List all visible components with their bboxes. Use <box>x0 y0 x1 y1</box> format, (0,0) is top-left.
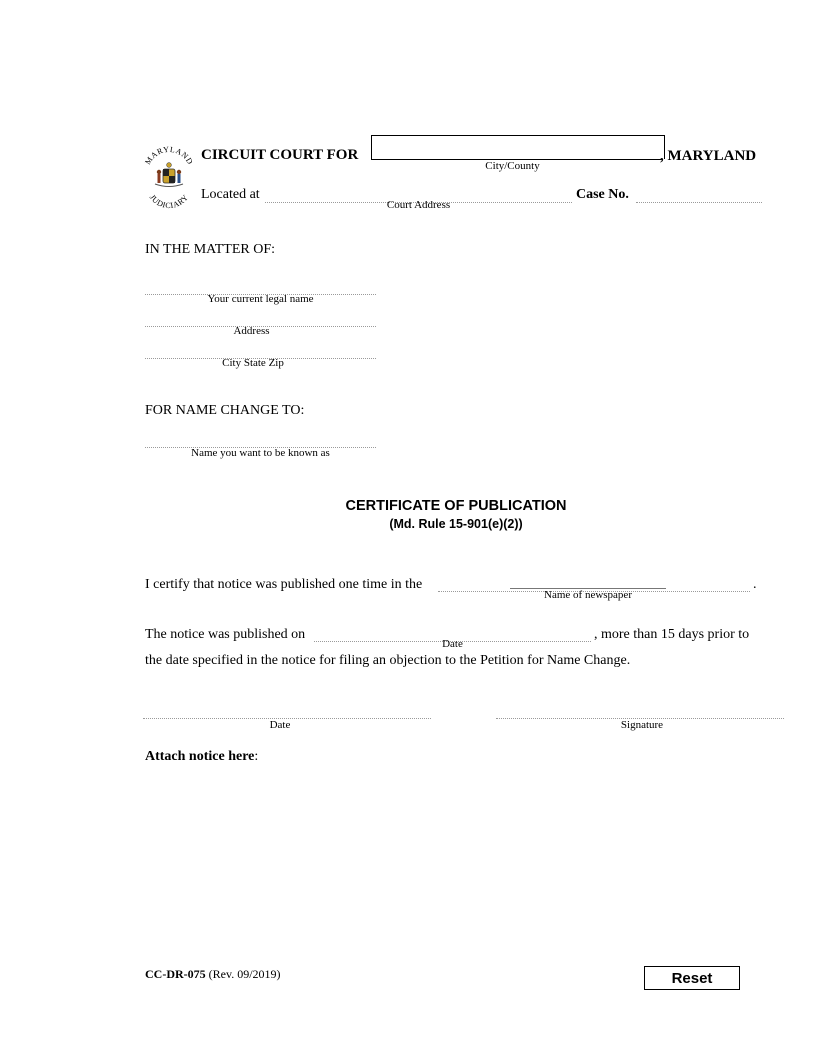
published-text-after: , more than 15 days prior to <box>594 627 750 642</box>
city-state-zip-caption: City State Zip <box>222 357 284 369</box>
maryland-judiciary-seal-logo <box>140 143 198 209</box>
form-rule: (Md. Rule 15-901(e)(2)) <box>389 517 523 531</box>
court-address-caption: Court Address <box>386 199 451 211</box>
newspaper-caption: Name of newspaper <box>544 589 632 601</box>
logo-text-top: MARYLAND <box>143 144 195 167</box>
certify-period: . <box>753 577 757 592</box>
form-revision: (Rev. 09/2019) <box>208 967 281 981</box>
signature-caption: Signature <box>620 719 664 731</box>
certify-text: I certify that notice was published one time in the <box>145 577 423 592</box>
new-name-input[interactable] <box>145 431 376 448</box>
located-at-label: Located at <box>201 187 260 202</box>
city-county-input[interactable] <box>371 135 665 159</box>
attach-notice-colon: : <box>254 749 259 764</box>
published-text-start: The notice was published on <box>145 627 306 642</box>
logo-text-bottom: JUDICIARY <box>147 192 191 209</box>
matter-heading: IN THE MATTER OF: <box>145 242 276 257</box>
case-no-label: Case No. <box>576 187 629 202</box>
published-text-line2: the date specified in the notice for filing an objection to the Petition for Name Change. <box>145 653 631 668</box>
address-caption: Address <box>233 325 270 337</box>
signature-date-caption: Date <box>269 719 291 731</box>
city-county-caption: City/County <box>485 160 540 172</box>
legal-name-caption: Your current legal name <box>207 293 314 305</box>
publication-date-caption: Date <box>442 638 463 650</box>
signature-input[interactable] <box>496 702 784 719</box>
form-title: CERTIFICATE OF PUBLICATION <box>345 498 567 514</box>
court-prefix: CIRCUIT COURT FOR <box>201 147 359 163</box>
signature-date-input[interactable] <box>143 702 431 719</box>
new-name-caption: Name you want to be known as <box>191 447 330 459</box>
attach-notice <box>145 749 258 765</box>
attach-notice-label: Attach notice here <box>145 749 255 764</box>
svg-text:JUDICIARY <box>148 193 190 209</box>
court-suffix: , MARYLAND <box>660 148 757 164</box>
form-number: CC-DR-075 <box>145 967 206 981</box>
reset-button[interactable]: Reset <box>644 966 740 990</box>
form-footer-id <box>145 967 281 982</box>
case-no-input[interactable] <box>636 186 762 203</box>
name-change-heading: FOR NAME CHANGE TO: <box>145 403 305 418</box>
